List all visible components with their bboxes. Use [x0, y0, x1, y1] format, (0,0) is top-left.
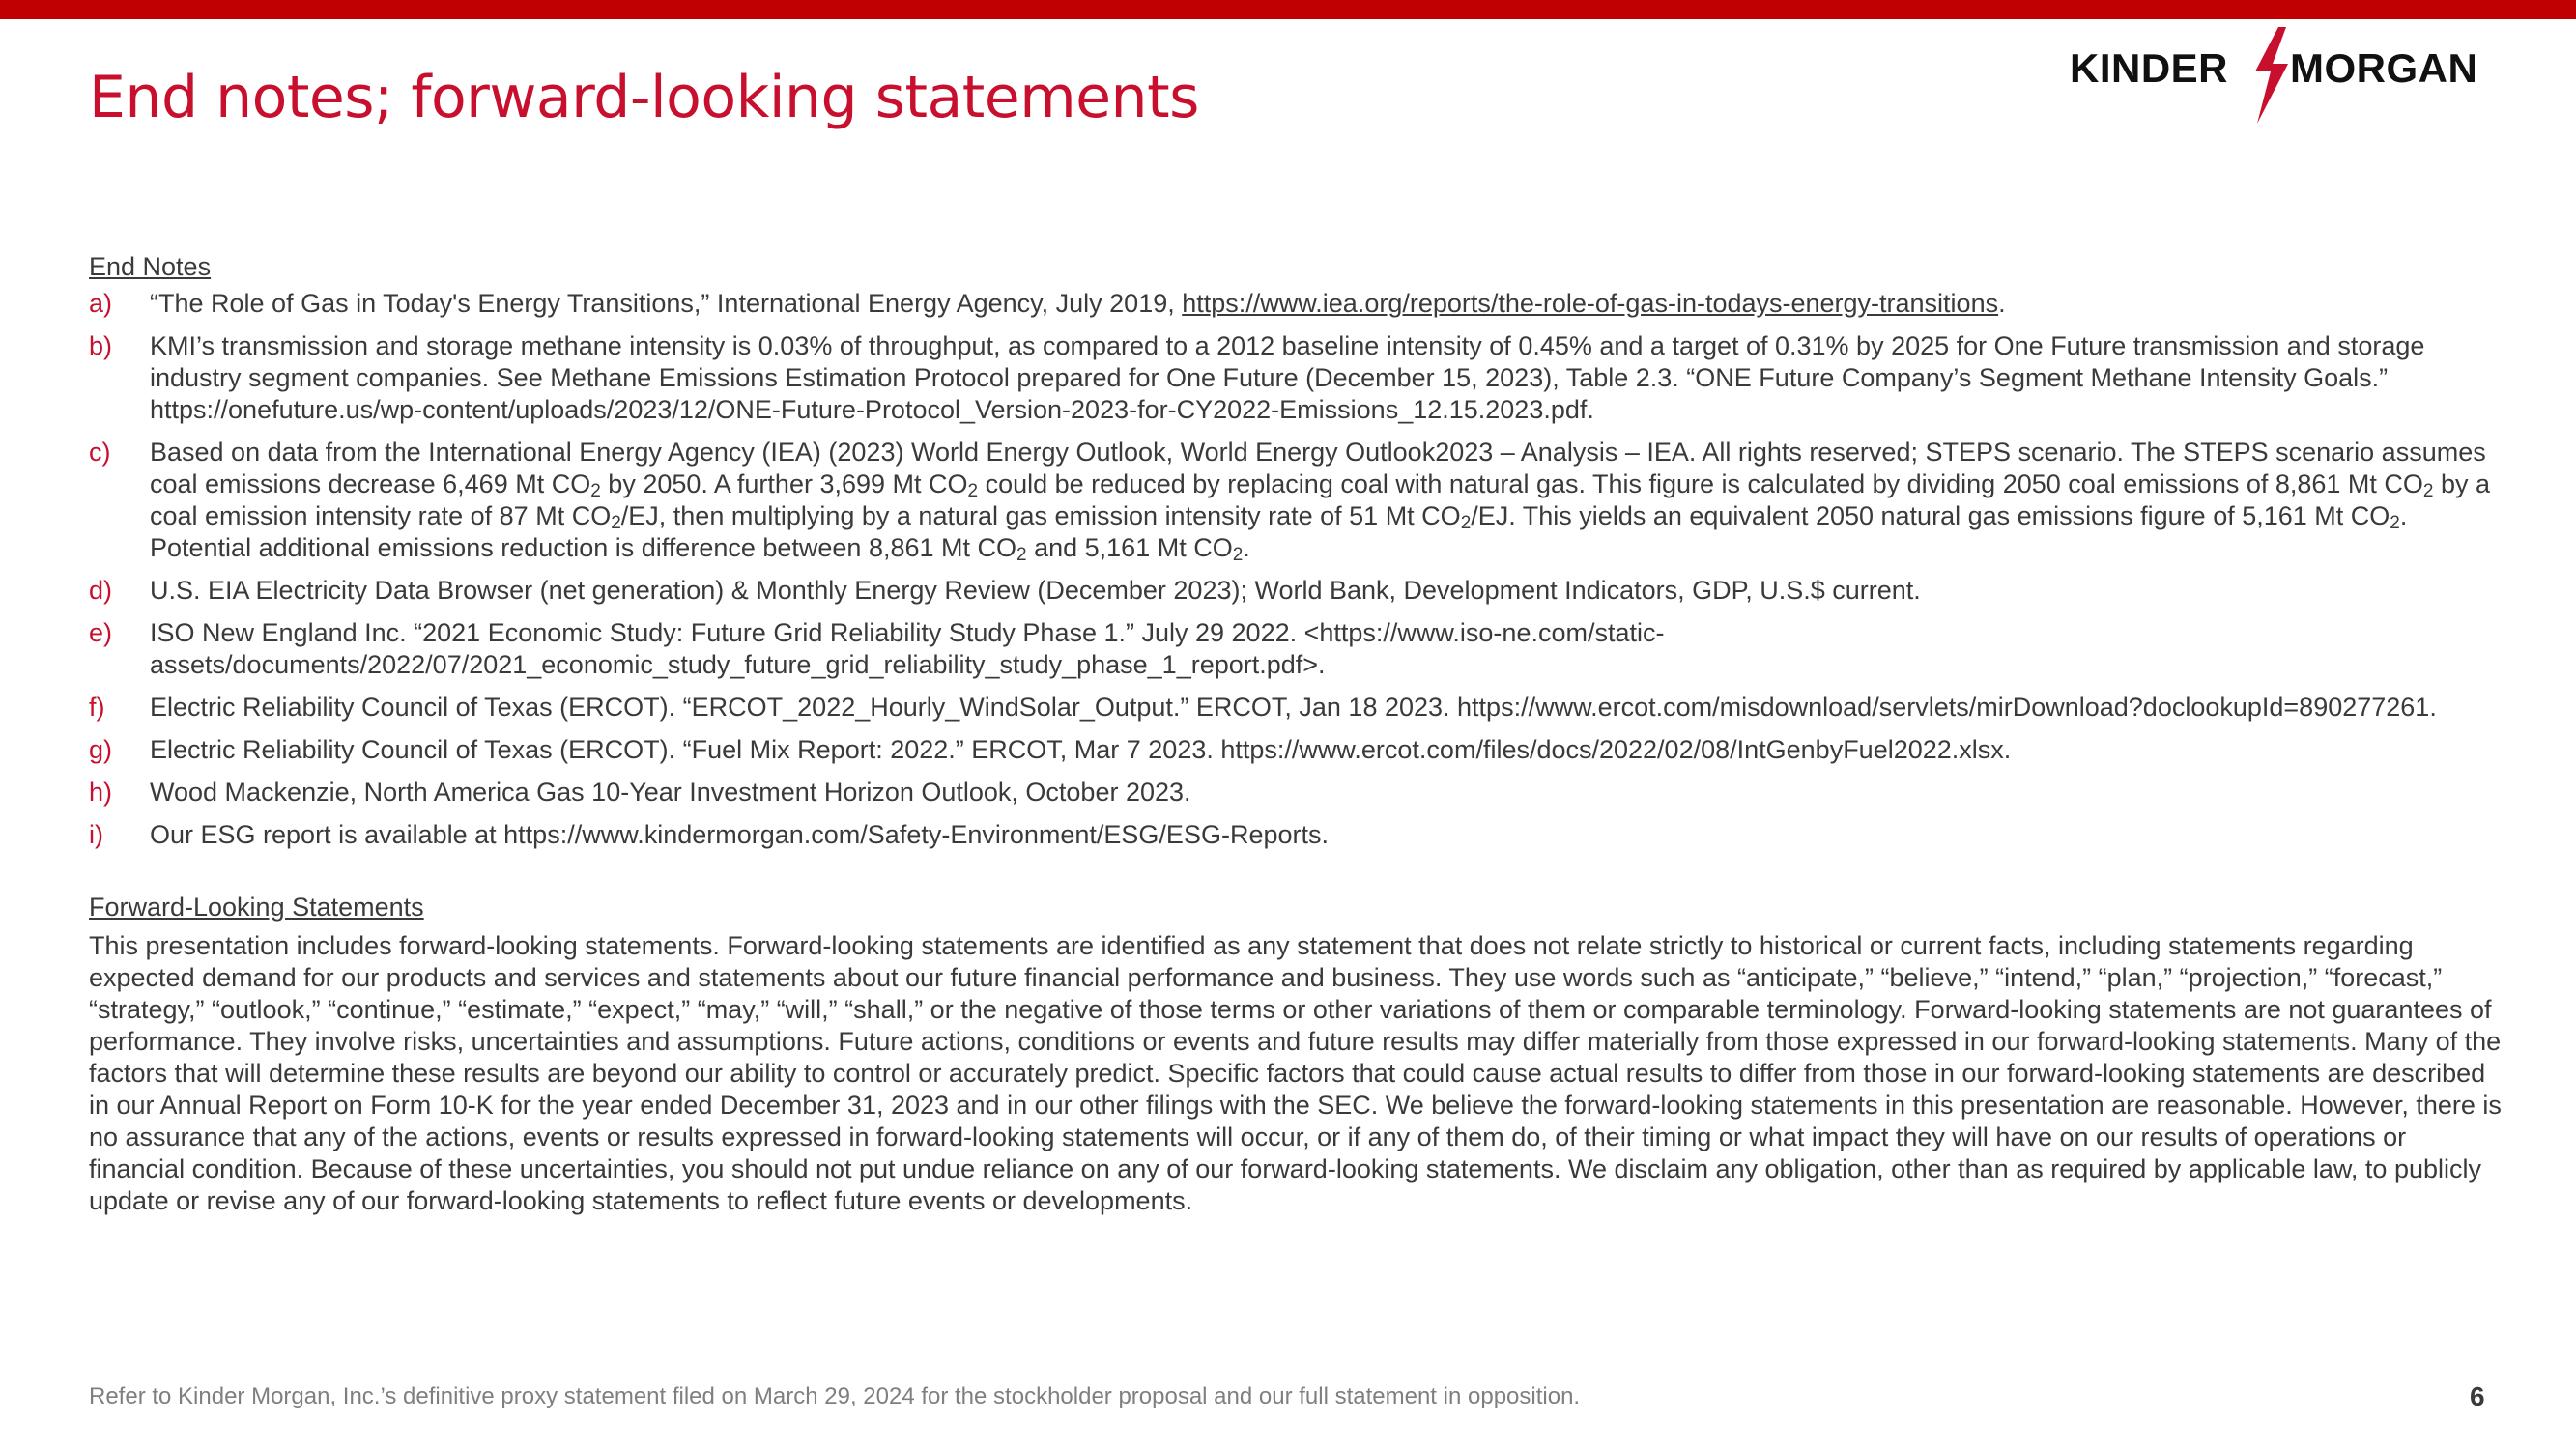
- note-text-part: .: [1243, 533, 1250, 562]
- note-text-part: by a coal emission intensity rate of 87 Mt CO: [150, 469, 2491, 530]
- end-note-e: [89, 617, 2504, 681]
- note-marker: h): [89, 778, 113, 807]
- end-note-c: [89, 437, 2504, 564]
- footer-note: Refer to Kinder Morgan, Inc.’s definitive proxy statement filed on March 29, 2024 for the stockholder proposal and our full statement in opposition.: [89, 1383, 1581, 1409]
- note-marker: a): [89, 289, 113, 318]
- subscript: 2: [2390, 513, 2400, 533]
- note-text-part: Based on data from the International Energy Agency (IEA) (2023) World Energy Outlook, World Energy Outlook2023 – Analysis – IEA. All rights reserved; STEPS scenario. The STEPS scenario assumes coal emissions decrease 6,469 Mt CO: [150, 438, 2486, 498]
- logo-text-left: KINDER: [2070, 45, 2229, 91]
- note-marker: f): [89, 693, 105, 722]
- logo-text-right: MORGAN: [2290, 45, 2478, 91]
- note-text-part: . Potential additional emissions reduction is difference between 8,861 Mt CO: [150, 501, 2408, 562]
- iea-report-link[interactable]: https://www.iea.org/reports/the-role-of-gas-in-todays-energy-transitions: [1182, 289, 1999, 318]
- page-title: End notes; forward-looking statements: [89, 64, 1199, 131]
- forward-looking-body: This presentation includes forward-looking statements. Forward-looking statements are identified as any statement that does not relate strictly to historical or current facts, including statements regarding expected demand for our products and services and statements about our future financial performance and business. They use words such as “anticipate,” “believe,” “intend,” “plan,” “projection,” “forecast,” “strategy,” “outlook,” “continue,” “estimate,” “expect,” “may,” “will,” “shall,” or the negative of those terms or other variations of them or comparable terminology. Forward-looking statements are not guarantees of performance. They involve risks, uncertainties and assumptions. Future actions, conditions or events and future results may differ materially from those expressed in our forward-looking statements. Many of the factors that will determine these results are beyond our ability to control or accurately predict. Specific factors that could cause actual results to differ from those in our forward-looking statements are described in our Annual Report on Form 10-K for the year ended December 31, 2023 and in our other filings with the SEC. We believe the forward-looking statements in this presentation are reasonable. However, there is no assurance that any of the actions, events or results expressed in forward-looking statements will occur, or if any of them do, of their timing or what impact they will have on our results of operations or financial condition. Because of these uncertainties, you should not put undue reliance on any of our forward-looking statements. We disclaim any obligation, other than as required by applicable law, to publicly update or revise any of our forward-looking statements to reflect future events or developments.: [89, 931, 2502, 1215]
- note-text: Electric Reliability Council of Texas (ERCOT). “Fuel Mix Report: 2022.” ERCOT, Mar 7 2023. https://www.ercot.com/files/docs/2022/02/08/IntGenbyFuel2022.xlsx.: [150, 735, 2012, 764]
- end-note-i: [89, 819, 2504, 851]
- lightning-bolt-icon: [2249, 27, 2292, 124]
- subscript: 2: [967, 481, 979, 501]
- note-text: [150, 438, 2491, 565]
- note-marker: d): [89, 576, 113, 605]
- note-text-part: by 2050. A further 3,699 Mt CO: [600, 469, 968, 498]
- note-text-part: and 5,161 Mt CO: [1026, 533, 1233, 562]
- note-text: Wood Mackenzie, North America Gas 10-Year Investment Horizon Outlook, October 2023.: [150, 778, 1191, 807]
- note-text-part: /EJ, then multiplying by a natural gas emission intensity rate of 51 Mt CO: [620, 501, 1461, 530]
- end-note-f: [89, 692, 2504, 724]
- forward-looking-heading: Forward-Looking Statements: [89, 893, 424, 922]
- end-note-d: [89, 575, 2504, 607]
- end-note-g: [89, 734, 2504, 766]
- subscript: 2: [2422, 481, 2434, 501]
- note-text-part: /EJ. This yields an equivalent 2050 natural gas emissions figure of 5,161 Mt CO: [1471, 501, 2390, 530]
- end-note-a: [89, 288, 2504, 320]
- kinder-morgan-logo: [2070, 27, 2495, 124]
- note-marker: c): [89, 438, 111, 467]
- end-note-b: [89, 330, 2504, 426]
- top-accent-bar: [0, 0, 2576, 19]
- page-number: 6: [2470, 1381, 2485, 1411]
- note-text: U.S. EIA Electricity Data Browser (net generation) & Monthly Energy Review (December 2023); World Bank, Development Indicators, GDP, U.S.$ current.: [150, 576, 1921, 605]
- note-text-part: could be reduced by replacing coal with natural gas. This figure is calculated by dividing 2050 coal emissions of 8,861 Mt CO: [978, 469, 2423, 498]
- note-marker: b): [89, 331, 113, 360]
- note-text: Electric Reliability Council of Texas (ERCOT). “ERCOT_2022_Hourly_WindSolar_Output.” ERCOT, Jan 18 2023. https://www.ercot.com/misdownload/servlets/mirDownload?doclookupId=890277261.: [150, 693, 2437, 722]
- note-marker: i): [89, 820, 103, 849]
- end-note-h: [89, 777, 2504, 809]
- note-marker: g): [89, 735, 113, 764]
- slide-content: [89, 249, 2504, 1217]
- subscript: 2: [1232, 545, 1244, 565]
- subscript: 2: [1016, 545, 1027, 565]
- subscript: 2: [611, 513, 621, 533]
- note-marker: e): [89, 618, 113, 647]
- note-text: KMI’s transmission and storage methane intensity is 0.03% of throughput, as compared to a 2012 baseline intensity of 0.45% and a target of 0.31% by 2025 for One Future transmission and storage industry segment companies. See Methane Emissions Estimation Protocol prepared for One Future (December 15, 2023), Table 2.3. “ONE Future Company’s Segment Methane Intensity Goals.” https://onefuture.us/wp-content/uploads/2023/12/ONE-Future-Protocol_Version-2023-for-CY2022-Emissions_12.15.2023.pdf.: [150, 331, 2425, 424]
- subscript: 2: [590, 481, 601, 501]
- end-notes-list: [89, 288, 2504, 851]
- note-text-end: .: [1998, 289, 2006, 318]
- note-text: “The Role of Gas in Today's Energy Transitions,” International Energy Agency, July 2019,: [150, 289, 1183, 318]
- end-notes-heading: End Notes: [89, 252, 212, 281]
- subscript: 2: [1460, 513, 1472, 533]
- note-text: Our ESG report is available at https://www.kindermorgan.com/Safety-Environment/ESG/ESG-Reports.: [150, 820, 1329, 849]
- note-text: ISO New England Inc. “2021 Economic Study: Future Grid Reliability Study Phase 1.” July 29 2022. <https://www.iso-ne.com/static-assets/documents/2022/07/2021_economic_study_future_grid_reliability_study_phase_1_report.pdf>.: [150, 618, 1665, 679]
